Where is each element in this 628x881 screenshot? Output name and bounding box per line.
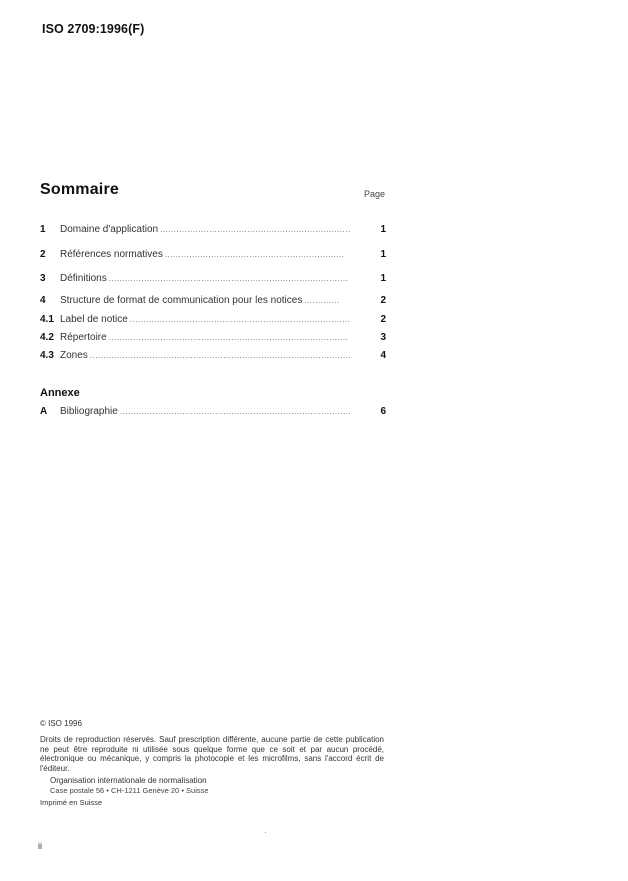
annex-title: Annexe [40, 387, 80, 399]
annex-entry-letter: A [40, 406, 48, 417]
toc-dot-leader [304, 296, 340, 305]
toc-entry-page: 1 [380, 249, 386, 260]
toc-entry-page: 1 [380, 273, 386, 284]
toc-dot-leader [160, 225, 350, 234]
toc-entry-label: Label de notice [60, 314, 128, 325]
toc-entry-label: Définitions [60, 273, 107, 284]
toc-entry[interactable] [40, 295, 386, 309]
toc-entry-label: Zones [60, 350, 88, 361]
toc-entry-page: 1 [380, 224, 386, 235]
toc-entry-label: Références normatives [60, 249, 163, 260]
toc-entry[interactable] [40, 350, 386, 364]
toc-entry[interactable] [40, 224, 386, 238]
toc-entry-label: Structure de format de communication pour les notices [60, 295, 303, 306]
toc-entry[interactable] [40, 314, 386, 328]
toc-dot-leader [165, 250, 345, 259]
toc-entry-page: 2 [380, 295, 386, 306]
annex-entry-label: Bibliographie [60, 406, 118, 417]
scan-speck [265, 832, 266, 833]
toc-dot-leader [109, 274, 349, 283]
toc-entry-label: Répertoire [60, 332, 107, 343]
page-column-label: Page [364, 189, 386, 199]
toc-entry-label: Domaine d'application [60, 224, 159, 235]
toc-entry-number: 4.1 [40, 314, 54, 325]
document-code: ISO 2709:1996(F) [42, 22, 145, 36]
copyright-notice: © ISO 1996 [40, 719, 82, 728]
toc-entry-number: 4.3 [40, 350, 54, 361]
toc-entry[interactable] [40, 249, 386, 263]
printed-in: Imprimé en Suisse [40, 798, 103, 807]
toc-entry-number: 4 [40, 295, 46, 306]
toc-dot-leader [120, 407, 350, 416]
organization-name: Organisation internationale de normalisation [50, 776, 207, 785]
toc-dot-leader [90, 351, 352, 360]
toc-entry[interactable] [40, 273, 386, 287]
toc-entry-number: 3 [40, 273, 46, 284]
toc-entry-page: 3 [380, 332, 386, 343]
toc-entry-page: 4 [380, 350, 386, 361]
page-number: ii [38, 841, 42, 851]
annex-entry-page: 6 [380, 406, 386, 417]
toc-entry-number: 2 [40, 249, 46, 260]
toc-entry-number: 4.2 [40, 332, 54, 343]
organization-address: Case postale 56 • CH-1211 Genève 20 • Suisse [50, 786, 209, 795]
toc-entry[interactable] [40, 332, 386, 346]
toc-title: Sommaire [40, 181, 119, 198]
toc-entry-page: 2 [380, 314, 386, 325]
toc-dot-leader [130, 315, 350, 324]
annex-entry[interactable] [40, 406, 386, 420]
rights-statement: Droits de reproduction réservés. Sauf prescription différente, aucune partie de cette publication ne peut être reproduite ni utilisée sous quelque forme que ce soit et par aucun procédé, électronique ou mécanique, y compris la photocopie et les microfilms, sans l'accord écrit de l'éditeur. [40, 735, 384, 773]
toc-dot-leader [109, 333, 349, 342]
toc-entry-number: 1 [40, 224, 46, 235]
